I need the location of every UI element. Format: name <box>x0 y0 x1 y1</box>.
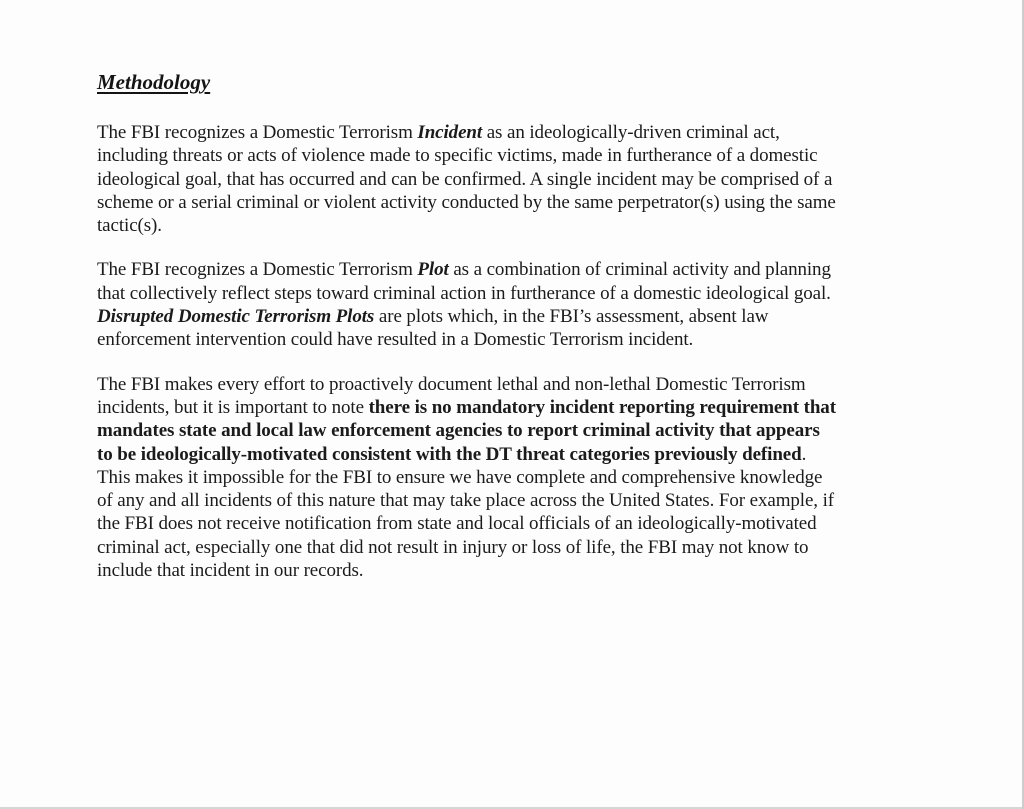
text-line <box>97 443 937 466</box>
text-line <box>97 121 937 144</box>
text-line <box>97 305 937 328</box>
text-run: The FBI makes every effort to proactively document lethal and non-lethal Domestic Terrorism <box>97 373 806 395</box>
text-line <box>97 168 937 191</box>
text-run: including threats or acts of violence made to specific victims, made in furtherance of a domestic <box>97 145 818 167</box>
text-line <box>97 466 937 489</box>
text-run: The FBI recognizes a Domestic Terrorism <box>97 122 418 143</box>
paragraphs-container <box>97 121 937 582</box>
text-run: tactic(s). <box>97 215 162 237</box>
text-run: . <box>801 443 807 465</box>
text-run: Disrupted Domestic Terrorism Plots <box>97 306 375 328</box>
text-line <box>97 282 937 305</box>
paragraph <box>97 258 937 351</box>
text-run: The FBI recognizes a Domestic Terrorism <box>97 259 418 281</box>
text-line <box>97 214 937 237</box>
text-run: This makes it impossible for the FBI to ensure we have complete and comprehensive knowledge <box>97 466 823 488</box>
text-run: enforcement intervention could have resulted in a Domestic Terrorism incident. <box>97 329 694 351</box>
text-run: as a combination of criminal activity and planning <box>448 259 831 281</box>
text-run: Plot <box>417 259 449 281</box>
text-run: incidents, but it is important to note <box>97 396 369 418</box>
text-line <box>97 396 937 419</box>
text-run: are plots which, in the FBI’s assessment, absent law <box>374 306 769 328</box>
text-run: scheme or a serial criminal or violent activity conducted by the same perpetrator(s) using the same <box>97 191 836 213</box>
text-run: there is no mandatory incident reporting requirement that <box>368 396 836 418</box>
text-line <box>97 419 937 442</box>
text-line <box>97 489 937 512</box>
text-run: of any and all incidents of this nature that may take place across the United States. For example, if <box>97 490 835 512</box>
text-line <box>97 144 937 167</box>
text-run: to be ideologically-motivated consistent with the DT threat categories previously defined <box>97 443 802 465</box>
text-run: criminal act, especially one that did not result in injury or loss of life, the FBI may not know to <box>97 536 809 558</box>
text-line <box>97 373 937 396</box>
text-line <box>97 191 937 214</box>
text-line <box>97 559 937 582</box>
text-run: ideological goal, that has occurred and can be confirmed. A single incident may be comprised of a <box>97 168 833 190</box>
text-run: that collectively reflect steps toward criminal action in furtherance of a domestic ideological goal. <box>97 282 831 304</box>
text-run: Incident <box>417 122 483 143</box>
text-run: mandates state and local law enforcement agencies to report criminal activity that appears <box>97 420 820 442</box>
paragraph <box>97 121 937 237</box>
text-run: include that incident in our records. <box>97 560 364 582</box>
text-run: as an ideologically-driven criminal act, <box>482 122 780 143</box>
text-line <box>97 536 937 559</box>
text-line <box>97 328 937 351</box>
text-run: the FBI does not receive notification from state and local officials of an ideologically-motivated <box>97 513 817 535</box>
text-line <box>97 258 937 281</box>
text-line <box>97 512 937 535</box>
section-heading: Methodology <box>97 70 211 94</box>
paragraph <box>97 373 937 583</box>
document-content <box>97 69 937 603</box>
